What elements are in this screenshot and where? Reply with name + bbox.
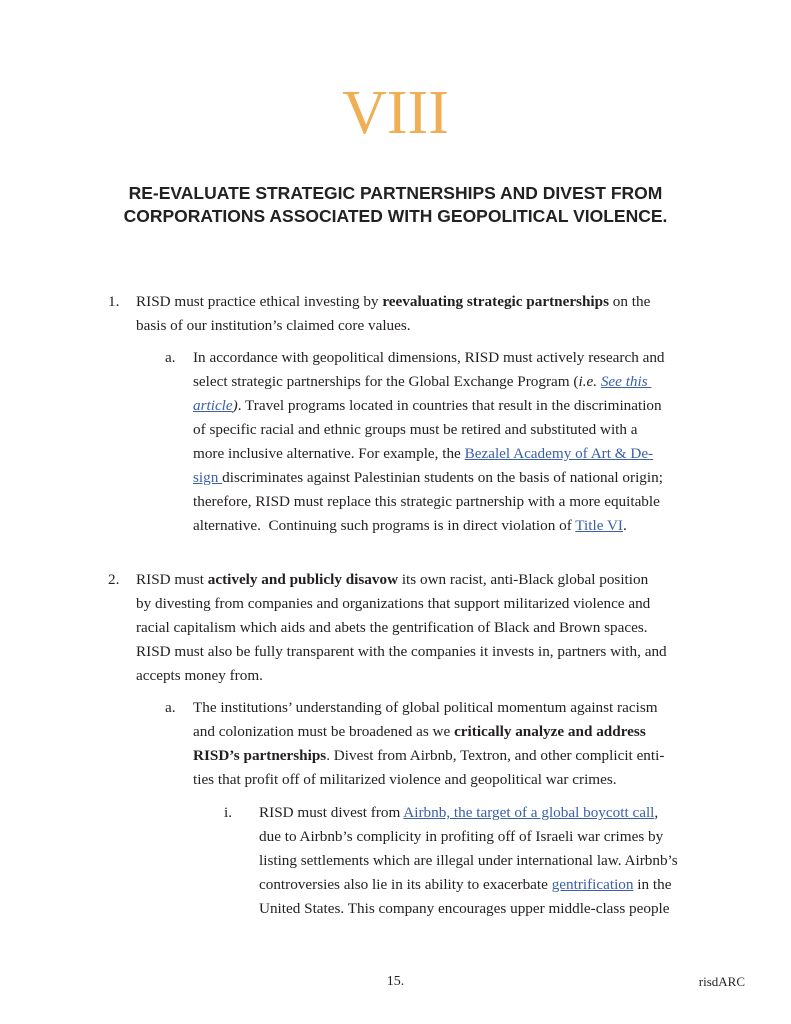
text-line <box>193 346 665 370</box>
hyperlink[interactable]: Title VI <box>575 517 623 534</box>
text-line <box>193 490 665 514</box>
text-line <box>136 616 667 640</box>
text-segment: RISD must also be fully transparent with the companies it invests in, partners with, and <box>136 643 667 660</box>
list-marker: a. <box>165 349 176 366</box>
list-marker: 2. <box>108 571 120 588</box>
section-heading <box>0 182 791 228</box>
hyperlink[interactable]: gentrification <box>551 876 634 893</box>
text-line <box>259 801 678 825</box>
text-line <box>193 768 664 792</box>
text-segment: United States. This company encourages upper middle-class people <box>259 900 670 917</box>
text-segment: accepts money from. <box>136 667 263 684</box>
list-item <box>108 568 667 688</box>
text-line <box>193 418 665 442</box>
text-segment: RISD must <box>136 571 208 588</box>
text-line <box>193 720 664 744</box>
text-segment: discriminates against Palestinian students on the basis of national origin; <box>222 469 663 486</box>
list-item <box>165 346 665 538</box>
text-segment: racial capitalism which aids and abets the gentrification of Black and Brown spaces. <box>136 619 648 636</box>
text-segment: in the <box>633 876 672 893</box>
text-line <box>259 897 678 921</box>
list-marker: 1. <box>108 293 120 310</box>
heading-line: RE-EVALUATE STRATEGIC PARTNERSHIPS AND DIVEST FROM <box>128 183 663 203</box>
bold-text: actively and publicly disavow <box>207 571 399 588</box>
text-segment: by divesting from companies and organizations that support militarized violence and <box>136 595 651 612</box>
list-item <box>224 801 678 921</box>
text-line <box>193 370 665 394</box>
section-numeral: VIII <box>342 79 449 147</box>
text-segment: due to Airbnb’s complicity in profiting off of Israeli war crimes by <box>259 828 664 845</box>
text-segment: its own racist, anti-Black global position <box>398 571 649 588</box>
text-segment: more inclusive alternative. For example, the <box>193 445 465 462</box>
text-line <box>193 696 664 720</box>
hyperlink[interactable]: article <box>193 397 233 414</box>
text-line <box>193 744 664 768</box>
footer-brand: risdARC <box>698 974 745 989</box>
text-segment: therefore, RISD must replace this strategic partnership with a more equitable <box>193 493 660 510</box>
text-segment: of specific racial and ethnic groups must be retired and substituted with a <box>193 421 638 438</box>
text-line <box>193 514 665 538</box>
heading-line: CORPORATIONS ASSOCIATED WITH GEOPOLITICAL VIOLENCE. <box>123 206 668 226</box>
hyperlink[interactable]: sign <box>193 469 223 486</box>
bold-text: reevaluating strategic partnerships <box>382 293 609 310</box>
text-segment: alternative. Continuing such programs is in direct violation of <box>193 517 576 534</box>
text-line <box>136 568 667 592</box>
bold-text: critically analyze and address <box>454 723 646 740</box>
text-line <box>136 664 667 688</box>
text-segment: and colonization must be broadened as we <box>193 723 455 740</box>
list-marker: a. <box>165 699 176 716</box>
text-line <box>136 592 667 616</box>
list-item <box>165 696 664 792</box>
text-segment: listing settlements which are illegal under international law. Airbnb’s <box>259 852 678 869</box>
text-line <box>193 442 665 466</box>
text-segment: select strategic partnerships for the Global Exchange Program ( <box>193 373 579 390</box>
text-segment: RISD must divest from <box>259 804 404 821</box>
text-line <box>259 849 678 873</box>
text-line <box>193 394 665 418</box>
text-segment: RISD must practice ethical investing by <box>136 293 383 310</box>
text-segment: i.e. <box>578 373 598 390</box>
text-line <box>136 290 650 314</box>
text-segment: In accordance with geopolitical dimensions, RISD must actively research and <box>193 349 665 366</box>
bold-text: RISD’s partnerships <box>193 747 327 764</box>
hyperlink[interactable]: Airbnb, the target of a global boycott call <box>403 804 655 821</box>
text-segment: controversies also lie in its ability to exacerbate <box>259 876 552 893</box>
text-segment: ties that profit off of militarized violence and geopolitical war crimes. <box>193 771 617 788</box>
text-segment: , <box>654 804 659 821</box>
page-number: 15. <box>386 974 405 989</box>
text-line <box>136 640 667 664</box>
hyperlink[interactable]: Bezalel Academy of Art & De- <box>464 445 654 462</box>
list-marker: i. <box>224 804 233 821</box>
text-line <box>259 825 678 849</box>
text-segment: The institutions’ understanding of global political momentum against racism <box>193 699 658 716</box>
text-line <box>259 873 678 897</box>
text-segment: . Divest from Airbnb, Textron, and other complicit enti- <box>326 747 665 764</box>
text-line <box>193 466 665 490</box>
list-item <box>108 290 650 338</box>
text-line <box>136 314 650 338</box>
text-segment: . Travel programs located in countries that result in the discrimination <box>237 397 662 414</box>
text-segment: . <box>623 517 627 534</box>
hyperlink[interactable]: See this <box>600 373 652 390</box>
text-segment: ) <box>232 397 238 414</box>
text-segment: basis of our institution’s claimed core values. <box>136 317 411 334</box>
text-segment: on the <box>609 293 651 310</box>
